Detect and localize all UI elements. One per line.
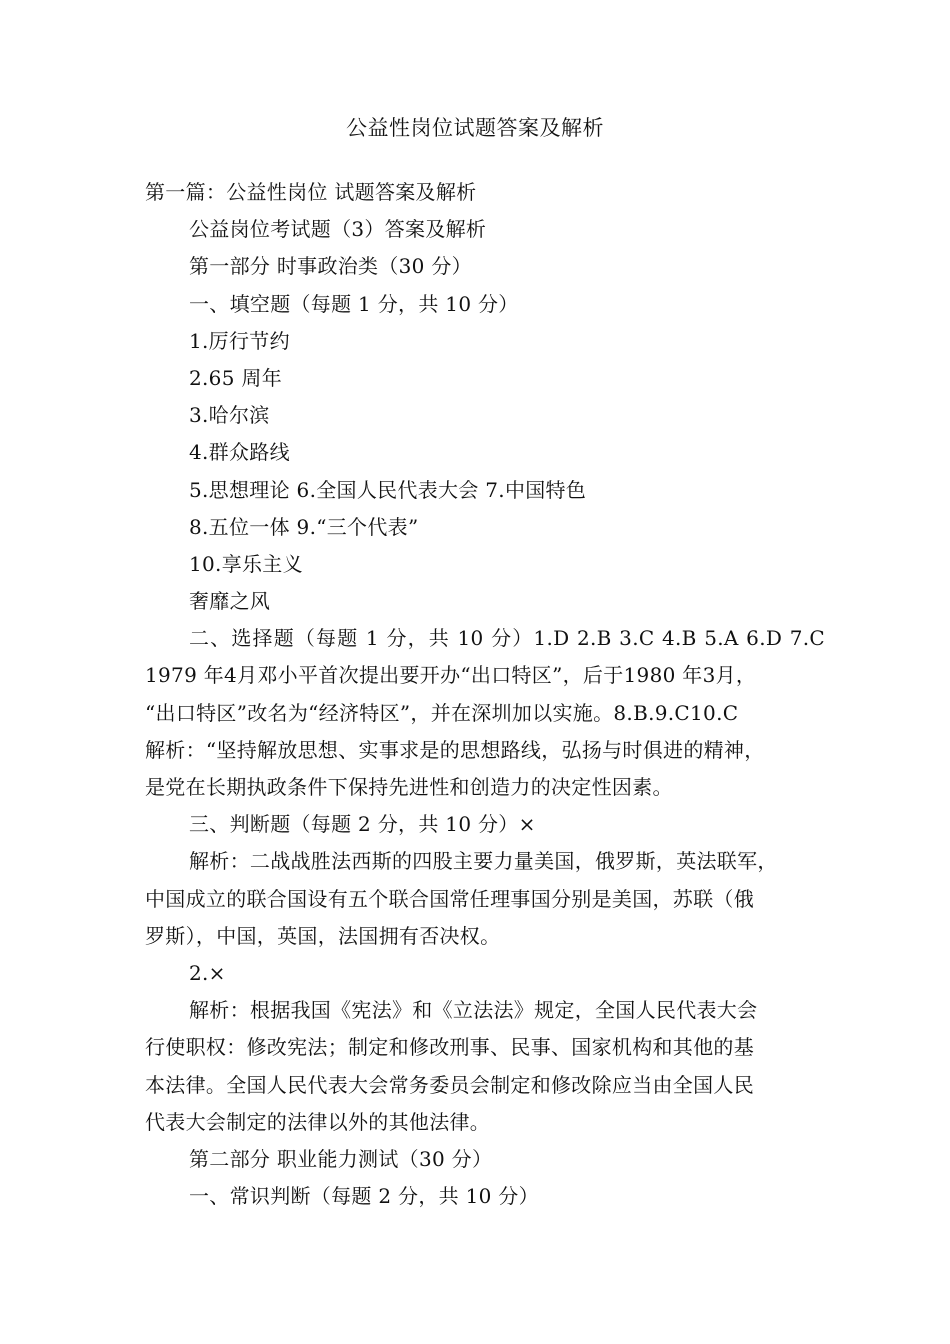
paragraph-line: 解析：二战战胜法西斯的四股主要力量美国，俄罗斯，英法联军， [189,849,778,874]
part-heading: 第二部分 职业能力测试（30 分） [189,1146,493,1171]
question-type-heading: 二、选择题（每题 1 分，共 10 分）1.D 2.B 3.C 4.B 5.A 6.D 7.C [189,626,825,651]
answer-line: 3.哈尔滨 [189,403,270,428]
subtitle-line: 公益岗位考试题（3）答案及解析 [189,217,487,242]
paragraph-line: 本法律。全国人民代表大会常务委员会制定和修改除应当由全国人民 [145,1072,754,1097]
paragraph-line: “出口特区”改名为“经济特区”，并在深圳加以实施。8.B.9.C10.C [145,700,739,725]
paragraph-line: 中国成立的联合国设有五个联合国常任理事国分别是美国，苏联（俄 [145,886,754,911]
document-body [145,174,825,1215]
answer-line: 奢靡之风 [189,589,271,614]
question-type-heading: 一、常识判断（每题 2 分，共 10 分） [189,1184,539,1209]
answer-line: 10.享乐主义 [189,551,303,576]
paragraph-line: 行使职权：修改宪法；制定和修改刑事、民事、国家机构和其他的基 [145,1035,754,1060]
paragraph-line: 代表大会制定的法律以外的其他法律。 [145,1109,491,1134]
paragraph-line: 1979 年4月邓小平首次提出要开办“出口特区”，后于1980 年3月， [145,663,757,688]
answer-line: 5.思想理论 6.全国人民代表大会 7.中国特色 [189,477,587,502]
document-title: 公益性岗位试题答案及解析 [346,116,604,140]
question-type-heading: 一、填空题（每题 1 分，共 10 分） [189,291,519,316]
answer-line: 1.厉行节约 [189,328,290,353]
paragraph-line: 解析：根据我国《宪法》和《立法法》规定，全国人民代表大会 [189,998,758,1023]
answer-line: 4.群众路线 [189,440,290,465]
section-heading: 第一篇：公益性岗位 试题答案及解析 [145,180,477,204]
answer-line: 2.× [189,960,226,985]
answer-line: 8.五位一体 9.“三个代表” [189,514,419,539]
question-type-heading: 三、判断题（每题 2 分，共 10 分）× [189,812,536,837]
paragraph-line: 是党在长期执政条件下保持先进性和创造力的决定性因素。 [145,775,673,799]
paragraph-line: 解析：“坚持解放思想、实事求是的思想路线，弘扬与时俱进的精神， [145,737,765,762]
paragraph-line: 罗斯），中国，英国，法国拥有否决权。 [145,923,501,948]
part-heading: 第一部分 时事政治类（30 分） [189,254,472,279]
answer-line: 2.65 周年 [189,365,282,390]
